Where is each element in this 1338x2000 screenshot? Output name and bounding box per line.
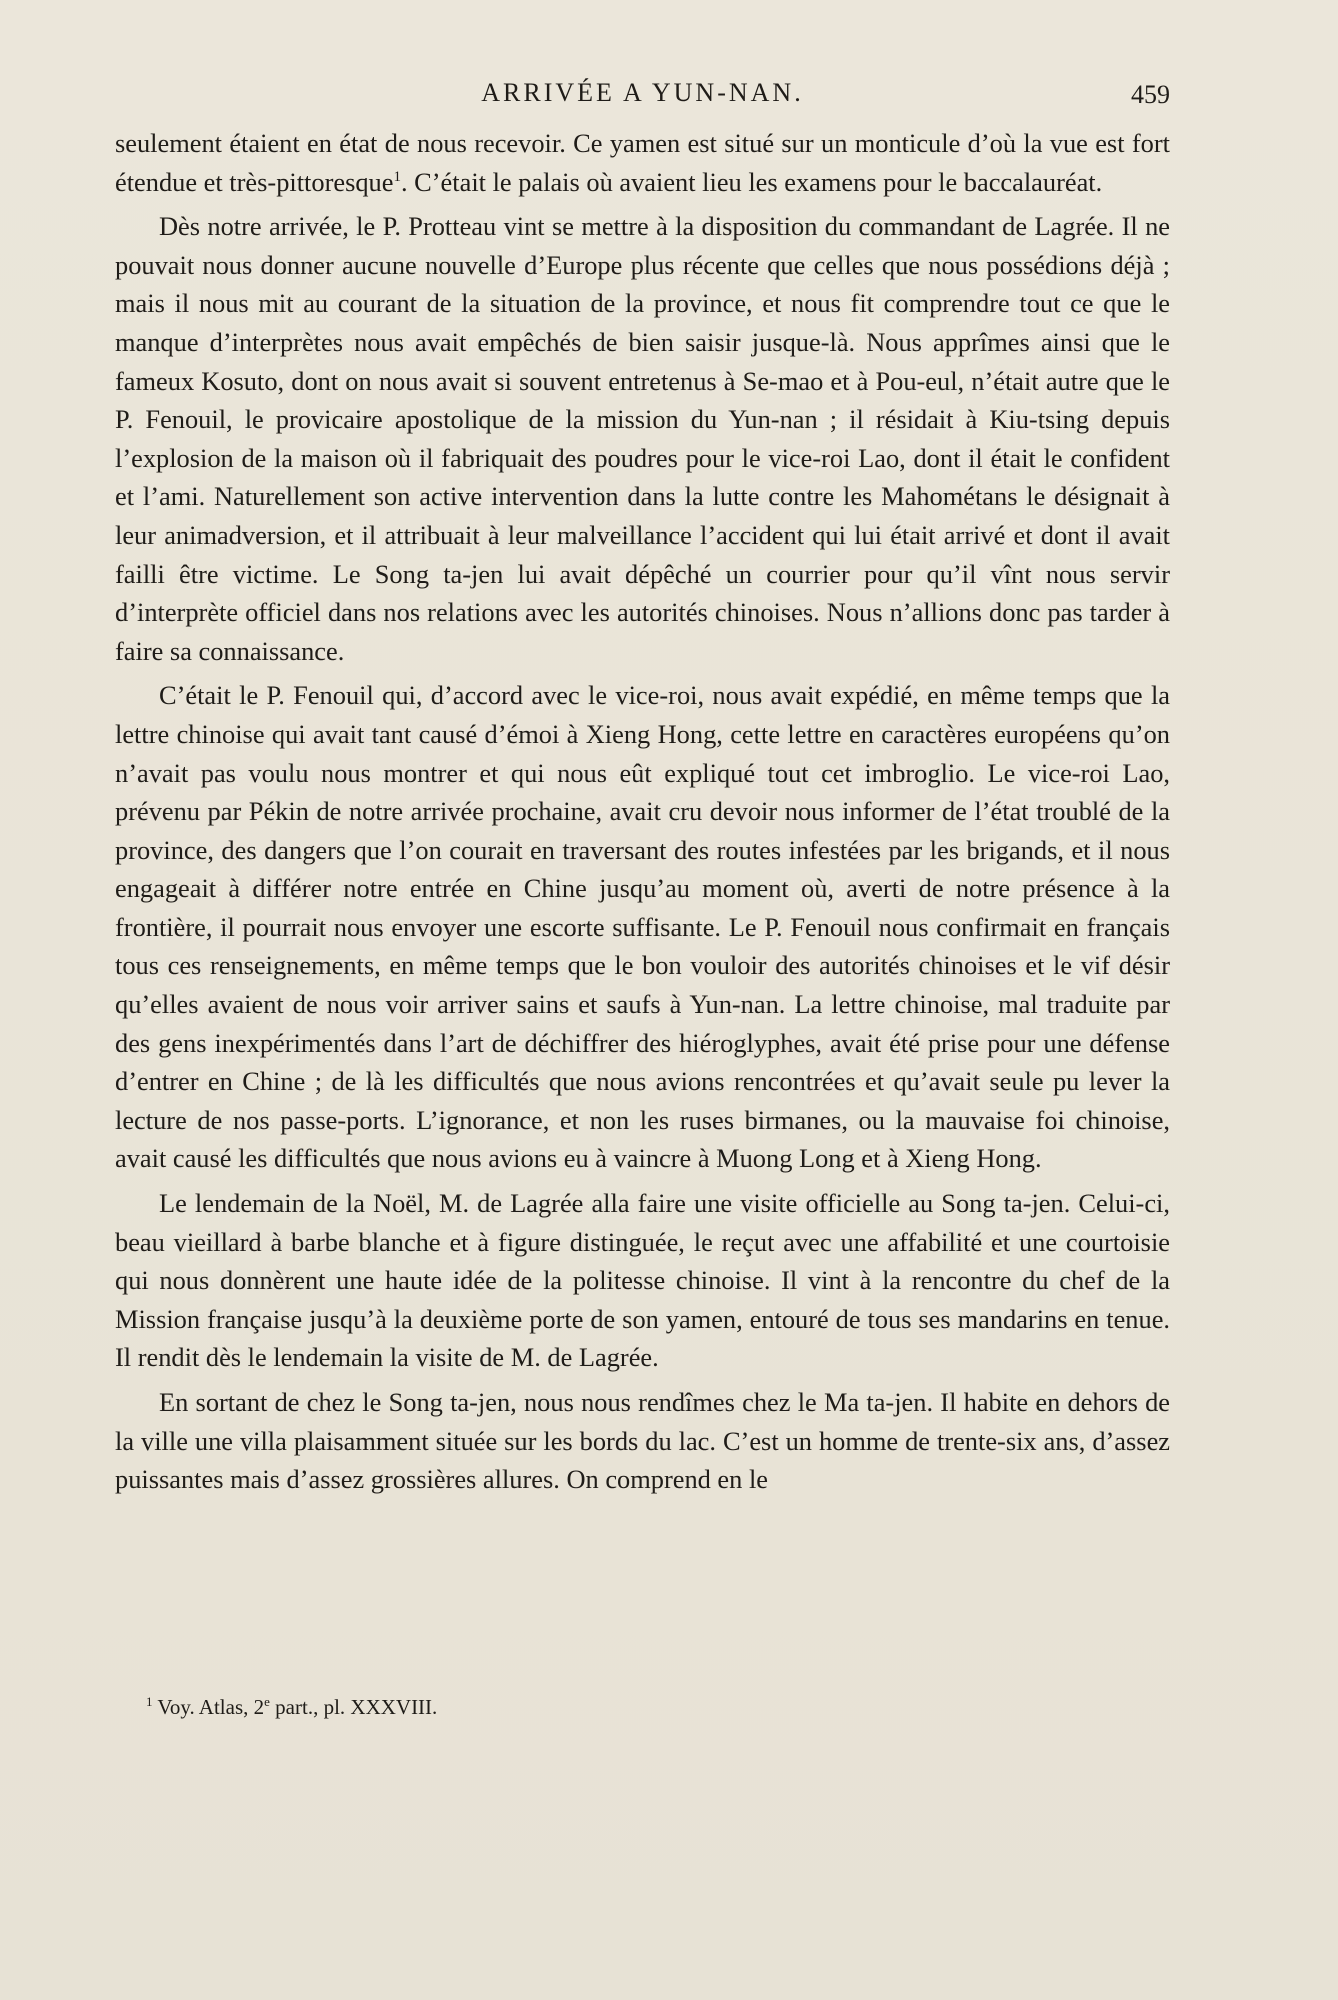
footnote-reference: 1 — [393, 168, 401, 185]
paragraph-1 — [115, 124, 1170, 201]
body-text — [115, 124, 1170, 1505]
footnote-marker: 1 — [146, 1694, 153, 1709]
paragraph-1-text-after: . C’était le palais où avaient lieu les examens pour le baccalauréat. — [400, 166, 1103, 197]
running-title: ARRIVÉE A YUN-NAN. — [481, 78, 804, 107]
footnote-text-after: part., pl. XXXVIII. — [269, 1695, 438, 1719]
paragraph-4: Le lendemain de la Noël, M. de Lagrée alla faire une visite officielle au Song ta-jen. Celui-ci, beau vieillard à barbe blanche et à figure distinguée, le reçut avec une affabilité et une courtoisie qui nous donnèrent une haute idée de la politesse chinoise. Il vint à la rencontre du chef de la Mission française jusqu’à la deuxième porte de son yamen, entouré de tous ses mandarins en tenue. Il rendit dès le lendemain la visite de M. de Lagrée. — [115, 1188, 1170, 1373]
paragraph-1-text: seulement étaient en état de nous recevoir. Ce yamen est situé sur un monticule d’où la vue est fort étendue et très-pittoresque — [115, 128, 1170, 197]
page-header — [115, 78, 1170, 114]
paragraph-3: C’était le P. Fenouil qui, d’accord avec le vice-roi, nous avait expédié, en même temps que la lettre chinoise qui avait tant causé d’émoi à Xieng Hong, cette lettre en caractères européens qu’on n’avait pas voulu nous montrer et qui nous eût expliqué tout cet imbroglio. Le vice-roi Lao, prévenu par Pékin de notre arrivée prochaine, avait cru devoir nous informer de l’état troublé de la province, des dangers que l’on courait en traversant des routes infestées par les brigands, et il nous engageait à différer notre entrée en Chine jusqu’au moment où, averti de notre présence à la frontière, il pourrait nous envoyer une escorte suffisante. Le P. Fenouil nous confirmait en français tous ces renseignements, en même temps que le bon vouloir des autorités chinoises et le vif désir qu’elles avaient de nous voir arriver sains et saufs à Yun-nan. La lettre chinoise, mal traduite par des gens inexpérimentés dans l’art de déchiffrer des hiéroglyphes, avait été prise pour une défense d’entrer en Chine ; de là les difficultés que nous avions rencontrées et qu’avait seule pu lever la lecture de nos passe-ports. L’ignorance, et non les ruses birmanes, ou la mauvaise foi chinoise, avait causé les difficultés que nous avions eu à vaincre à Muong Long et à Xieng Hong. — [115, 680, 1170, 1174]
paragraph-2: Dès notre arrivée, le P. Protteau vint se mettre à la disposition du commandant de Lagrée. Il ne pouvait nous donner aucune nouvelle d’Europe plus récente que celles que nous possédions déjà ; mais il nous mit au courant de la situation de la province, et nous fit comprendre tout ce que le manque d’interprètes nous avait empêchés de bien saisir jusque-là. Nous apprîmes ainsi que le fameux Kosuto, dont on nous avait si souvent entretenus à Se-mao et à Pou-eul, n’était autre que le P. Fenouil, le provicaire apostolique de la mission du Yun-nan ; il résidait à Kiu-tsing depuis l’explosion de la maison où il fabriquait des poudres pour le vice-roi Lao, dont il était le confident et l’ami. Naturellement son active intervention dans la lutte contre les Mahométans le désignait à leur animadversion, et il attribuait à leur malveillance l’accident qui lui était arrivé et dont il avait failli être victime. Le Song ta-jen lui avait dépêché un courrier pour qu’il vînt nous servir d’interprète officiel dans nos relations avec les autorités chinoises. Nous n’allions donc pas tarder à faire sa connaissance. — [115, 211, 1170, 666]
page-number: 459 — [1131, 80, 1170, 109]
paragraph-5: En sortant de chez le Song ta-jen, nous nous rendîmes chez le Ma ta-jen. Il habite en dehors de la ville une villa plaisamment située sur les bords du lac. C’est un homme de trente-six ans, d’assez puissantes mais d’assez grossières allures. On comprend en le — [115, 1387, 1170, 1495]
footnote-text: Voy. Atlas, 2 — [152, 1695, 265, 1719]
footnote-ordinal: e — [264, 1694, 270, 1709]
footnote — [146, 1693, 1046, 1721]
